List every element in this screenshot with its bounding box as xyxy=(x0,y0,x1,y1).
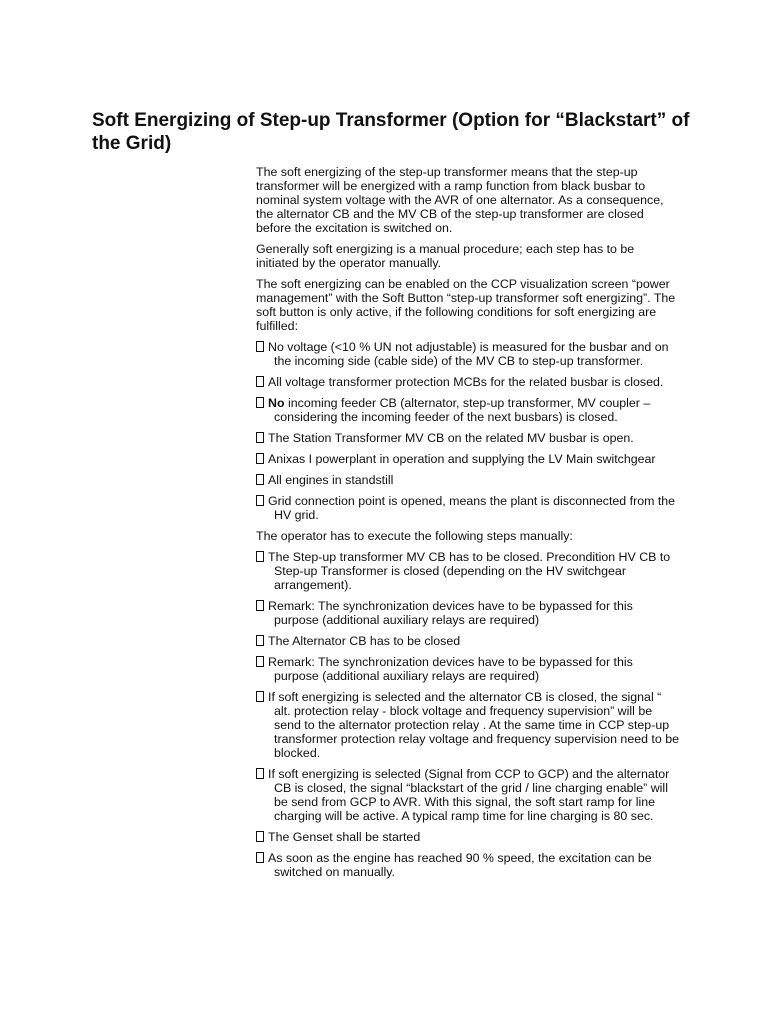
checkbox-glyph-icon xyxy=(256,495,264,506)
intro-paragraph: Generally soft energizing is a manual procedure; each step has to be initiated by the operator manually. xyxy=(256,242,635,270)
condition-text: incoming feeder CB (alternator, step-up transformer, MV coupler – considering the incoming feeder of the next busbars) is closed. xyxy=(274,396,651,424)
checkbox-glyph-icon xyxy=(256,397,264,408)
condition-text: Grid connection point is opened, means the plant is disconnected from the HV grid. xyxy=(268,494,676,522)
intro-paragraph: The soft energizing can be enabled on the CCP visualization screen “power management” with the Soft Button “step-up transformer soft energizing”. The soft button is only active, if the following conditions for soft energizing are fulfilled: xyxy=(256,277,676,333)
condition-text: Anixas I powerplant in operation and supplying the LV Main switchgear xyxy=(268,452,656,466)
checkbox-glyph-icon xyxy=(256,852,264,863)
condition-text: All voltage transformer protection MCBs for the related busbar is closed. xyxy=(268,375,664,389)
condition-emphasis: No xyxy=(268,396,285,410)
step-item xyxy=(256,634,680,648)
steps-intro: The operator has to execute the following steps manually: xyxy=(256,529,573,543)
condition-item xyxy=(256,473,680,487)
checkbox-glyph-icon xyxy=(256,691,264,702)
step-text: The Alternator CB has to be closed xyxy=(268,634,461,648)
checkbox-glyph-icon xyxy=(256,831,264,842)
document-title: Soft Energizing of Step-up Transformer (Option for “Blackstart” of the Grid) xyxy=(92,110,690,154)
condition-item xyxy=(256,431,680,445)
condition-item xyxy=(256,375,680,389)
step-text: Remark: The synchronization devices have to be bypassed for this purpose (additional auxiliary relays are required) xyxy=(268,599,633,627)
checkbox-glyph-icon xyxy=(256,600,264,611)
step-item xyxy=(256,830,680,844)
condition-text: No voltage (<10 % UN not adjustable) is measured for the busbar and on the incoming side (cable side) of the MV CB to step-up transformer. xyxy=(268,340,669,368)
intro-paragraph: The soft energizing of the step-up transformer means that the step-up transformer will be energized with a ramp function from black busbar to nominal system voltage with the AVR of one alternator. As a consequence, the alternator CB and the MV CB of the step-up transformer are closed before the excitation is switched on. xyxy=(256,165,664,235)
document-body xyxy=(256,165,680,886)
checkbox-glyph-icon xyxy=(256,376,264,387)
step-text: As soon as the engine has reached 90 % speed, the excitation can be switched on manually. xyxy=(268,851,652,879)
condition-text: All engines in standstill xyxy=(268,473,394,487)
condition-text: The Station Transformer MV CB on the related MV busbar is open. xyxy=(268,431,634,445)
checkbox-glyph-icon xyxy=(256,432,264,443)
condition-item xyxy=(256,494,680,522)
step-item xyxy=(256,851,680,879)
checkbox-glyph-icon xyxy=(256,656,264,667)
step-item xyxy=(256,550,680,592)
checkbox-glyph-icon xyxy=(256,341,264,352)
condition-item xyxy=(256,340,680,368)
checkbox-glyph-icon xyxy=(256,635,264,646)
step-text: Remark: The synchronization devices have to be bypassed for this purpose (additional auxiliary relays are required) xyxy=(268,655,633,683)
step-item xyxy=(256,690,680,760)
checkbox-glyph-icon xyxy=(256,768,264,779)
checkbox-glyph-icon xyxy=(256,453,264,464)
step-text: If soft energizing is selected (Signal from CCP to GCP) and the alternator CB is closed, the signal “blackstart of the grid / line charging enable” will be send from GCP to AVR. With this signal, the soft start ramp for line charging will be active. A typical ramp time for line charging is 80 sec. xyxy=(268,767,670,823)
step-text: If soft energizing is selected and the alternator CB is closed, the signal “ alt. protection relay - block voltage and frequency supervision” will be send to the alternator protection relay . At the same time in CCP step-up transformer protection relay voltage and frequency supervision need to be blocked. xyxy=(268,690,679,760)
condition-item xyxy=(256,452,680,466)
checkbox-glyph-icon xyxy=(256,551,264,562)
step-text: The Genset shall be started xyxy=(268,830,421,844)
step-item xyxy=(256,599,680,627)
checkbox-glyph-icon xyxy=(256,474,264,485)
step-item xyxy=(256,655,680,683)
condition-item xyxy=(256,396,680,424)
steps-list xyxy=(256,550,680,879)
step-item xyxy=(256,767,680,823)
conditions-list xyxy=(256,340,680,522)
step-text: The Step-up transformer MV CB has to be closed. Precondition HV CB to Step-up Transformer is closed (depending on the HV switchgear arrangement). xyxy=(268,550,671,592)
